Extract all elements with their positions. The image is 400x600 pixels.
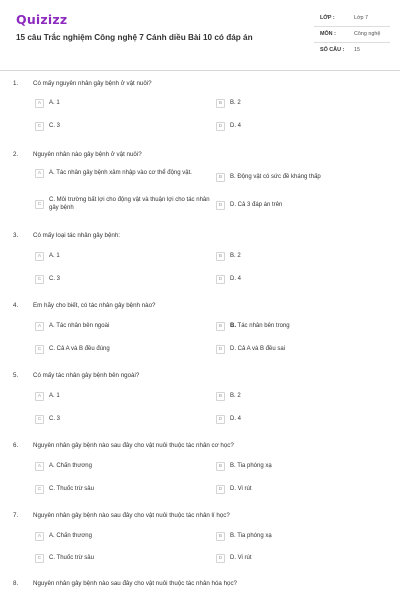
question-number: 2. bbox=[13, 151, 19, 158]
question-number: 1. bbox=[13, 80, 19, 87]
option-text: B. Động vật có sức đề kháng thấp bbox=[230, 173, 321, 180]
worksheet-header bbox=[0, 0, 400, 70]
option-b[interactable] bbox=[216, 532, 272, 541]
option-letter: B bbox=[216, 173, 225, 182]
option-text: B. Tia phóng xạ bbox=[230, 532, 272, 539]
option-letter: D bbox=[216, 275, 225, 284]
option-b[interactable] bbox=[216, 322, 290, 331]
option-text: B. 2 bbox=[230, 392, 241, 399]
option-text: C. Cả A và B đều đúng bbox=[49, 345, 110, 352]
option-c[interactable] bbox=[35, 275, 60, 284]
option-text: C. Thuốc trừ sâu bbox=[49, 554, 94, 561]
question-text: Nguyên nhân gây bệnh nào sau đây cho vật nuôi thuộc tác nhân lí học? bbox=[33, 512, 230, 519]
option-d[interactable] bbox=[216, 201, 282, 210]
question-number: 8. bbox=[13, 580, 19, 587]
option-letter: C bbox=[35, 275, 44, 284]
meta-row-subject bbox=[314, 27, 390, 43]
option-letter: C bbox=[35, 415, 44, 424]
option-text: C. Môi trường bất lợi cho động vật và thuận lợi cho tác nhân gây bệnh bbox=[49, 197, 210, 211]
option-c[interactable] bbox=[35, 485, 94, 494]
option-letter: A bbox=[35, 322, 44, 331]
meta-value: Lớp 7 bbox=[354, 15, 369, 21]
option-letter: A bbox=[35, 392, 44, 401]
option-text: D. 4 bbox=[230, 122, 242, 129]
option-letter: A bbox=[35, 99, 44, 108]
question-number: 4. bbox=[13, 302, 19, 309]
option-a[interactable] bbox=[35, 169, 205, 178]
question-text: Nguyên nhân nào gây bệnh ở vật nuôi? bbox=[33, 151, 142, 158]
option-letter: A bbox=[35, 252, 44, 261]
option-text: A. 1 bbox=[49, 99, 60, 106]
option-c[interactable] bbox=[35, 122, 60, 131]
option-text: D. Cả A và B đều sai bbox=[230, 345, 286, 352]
option-text: D. Cả 3 đáp án trên bbox=[230, 201, 283, 208]
meta-info-table bbox=[314, 11, 390, 59]
option-letter: A bbox=[35, 169, 44, 178]
option-b[interactable] bbox=[216, 99, 241, 108]
option-letter: C bbox=[35, 200, 44, 209]
option-letter: B bbox=[216, 392, 225, 401]
option-text: D. 4 bbox=[230, 415, 242, 422]
option-d[interactable] bbox=[216, 275, 241, 284]
header-divider bbox=[0, 70, 400, 71]
meta-value: 15 bbox=[354, 47, 360, 53]
option-text: A. 1 bbox=[49, 392, 60, 399]
option-letter: C bbox=[35, 345, 44, 354]
option-text: D. Vi rút bbox=[230, 554, 252, 561]
option-letter: C bbox=[35, 122, 44, 131]
question-text: Nguyên nhân gây bệnh nào sau đây cho vật nuôi thuộc tác nhân cơ học? bbox=[33, 442, 234, 449]
meta-key: SỐ CÂU : bbox=[320, 47, 345, 53]
option-b[interactable] bbox=[216, 252, 241, 261]
option-c[interactable] bbox=[35, 345, 110, 354]
option-c[interactable] bbox=[35, 554, 94, 563]
option-letter: B bbox=[216, 252, 225, 261]
option-text: B. Tác nhân bên trong bbox=[230, 322, 290, 329]
option-a[interactable] bbox=[35, 252, 60, 261]
option-letter: D bbox=[216, 554, 225, 563]
option-text: B. Tia phóng xạ bbox=[230, 462, 272, 469]
question-text: Có mấy tác nhân gây bệnh bên ngoài? bbox=[33, 372, 140, 379]
option-letter: B bbox=[216, 462, 225, 471]
option-text: C. 3 bbox=[49, 275, 61, 282]
option-text: C. 3 bbox=[49, 122, 61, 129]
option-d[interactable] bbox=[216, 485, 252, 494]
meta-key: LỚP : bbox=[320, 15, 335, 21]
quizizz-logo: Quizizz bbox=[16, 12, 68, 27]
option-b[interactable] bbox=[216, 173, 321, 182]
option-a[interactable] bbox=[35, 99, 60, 108]
question-text: Có mấy loại tác nhân gây bệnh: bbox=[33, 232, 121, 239]
option-d[interactable] bbox=[216, 122, 241, 131]
option-letter: B bbox=[216, 322, 225, 331]
option-text: C. 3 bbox=[49, 415, 61, 422]
option-letter: C bbox=[35, 485, 44, 494]
option-a[interactable] bbox=[35, 322, 109, 331]
option-letter: D bbox=[216, 122, 225, 131]
option-text: B. 2 bbox=[230, 252, 241, 259]
option-letter: D bbox=[216, 415, 225, 424]
option-d[interactable] bbox=[216, 415, 241, 424]
question-text: Nguyên nhân gây bệnh nào sau đây cho vật nuôi thuộc tác nhân hóa học? bbox=[33, 580, 238, 587]
document-title: 15 câu Trắc nghiệm Công nghệ 7 Cánh diều Bài 10 có đáp án bbox=[16, 33, 253, 42]
option-a[interactable] bbox=[35, 532, 92, 541]
option-letter: A bbox=[35, 462, 44, 471]
option-letter: B bbox=[216, 99, 225, 108]
question-number: 3. bbox=[13, 232, 19, 239]
option-letter: D bbox=[216, 345, 225, 354]
option-text: D. Vi rút bbox=[230, 485, 252, 492]
option-c[interactable] bbox=[35, 197, 210, 212]
question-text: Em hãy cho biết, có tác nhân gây bệnh nào? bbox=[33, 302, 156, 309]
option-text: C. Thuốc trừ sâu bbox=[49, 485, 94, 492]
option-text: A. Tác nhân gây bệnh xâm nhập vào cơ thể động vật. bbox=[49, 169, 192, 176]
option-b[interactable] bbox=[216, 392, 241, 401]
meta-row-grade bbox=[314, 11, 390, 27]
option-letter: C bbox=[35, 554, 44, 563]
question-number: 6. bbox=[13, 442, 19, 449]
option-text: D. 4 bbox=[230, 275, 242, 282]
option-letter: A bbox=[35, 532, 44, 541]
option-letter: D bbox=[216, 485, 225, 494]
question-text: Có mấy nguyên nhân gây bệnh ở vật nuôi? bbox=[33, 80, 152, 87]
option-text: A. Tác nhân bên ngoài bbox=[49, 322, 110, 329]
option-text: B. 2 bbox=[230, 99, 241, 106]
option-d[interactable] bbox=[216, 554, 252, 563]
option-text: A. 1 bbox=[49, 252, 60, 259]
option-d[interactable] bbox=[216, 345, 285, 354]
option-letter: D bbox=[216, 201, 225, 210]
meta-key: MÔN : bbox=[320, 31, 336, 37]
option-b[interactable] bbox=[216, 462, 272, 471]
question-number: 7. bbox=[13, 512, 19, 519]
option-text: A. Chấn thương bbox=[49, 462, 92, 469]
meta-row-question-count bbox=[314, 43, 390, 59]
option-letter: B bbox=[216, 532, 225, 541]
question-number: 5. bbox=[13, 372, 19, 379]
option-c[interactable] bbox=[35, 415, 60, 424]
meta-value: Công nghệ bbox=[354, 31, 381, 37]
option-text: A. Chấn thương bbox=[49, 532, 92, 539]
option-a[interactable] bbox=[35, 392, 60, 401]
option-a[interactable] bbox=[35, 462, 92, 471]
